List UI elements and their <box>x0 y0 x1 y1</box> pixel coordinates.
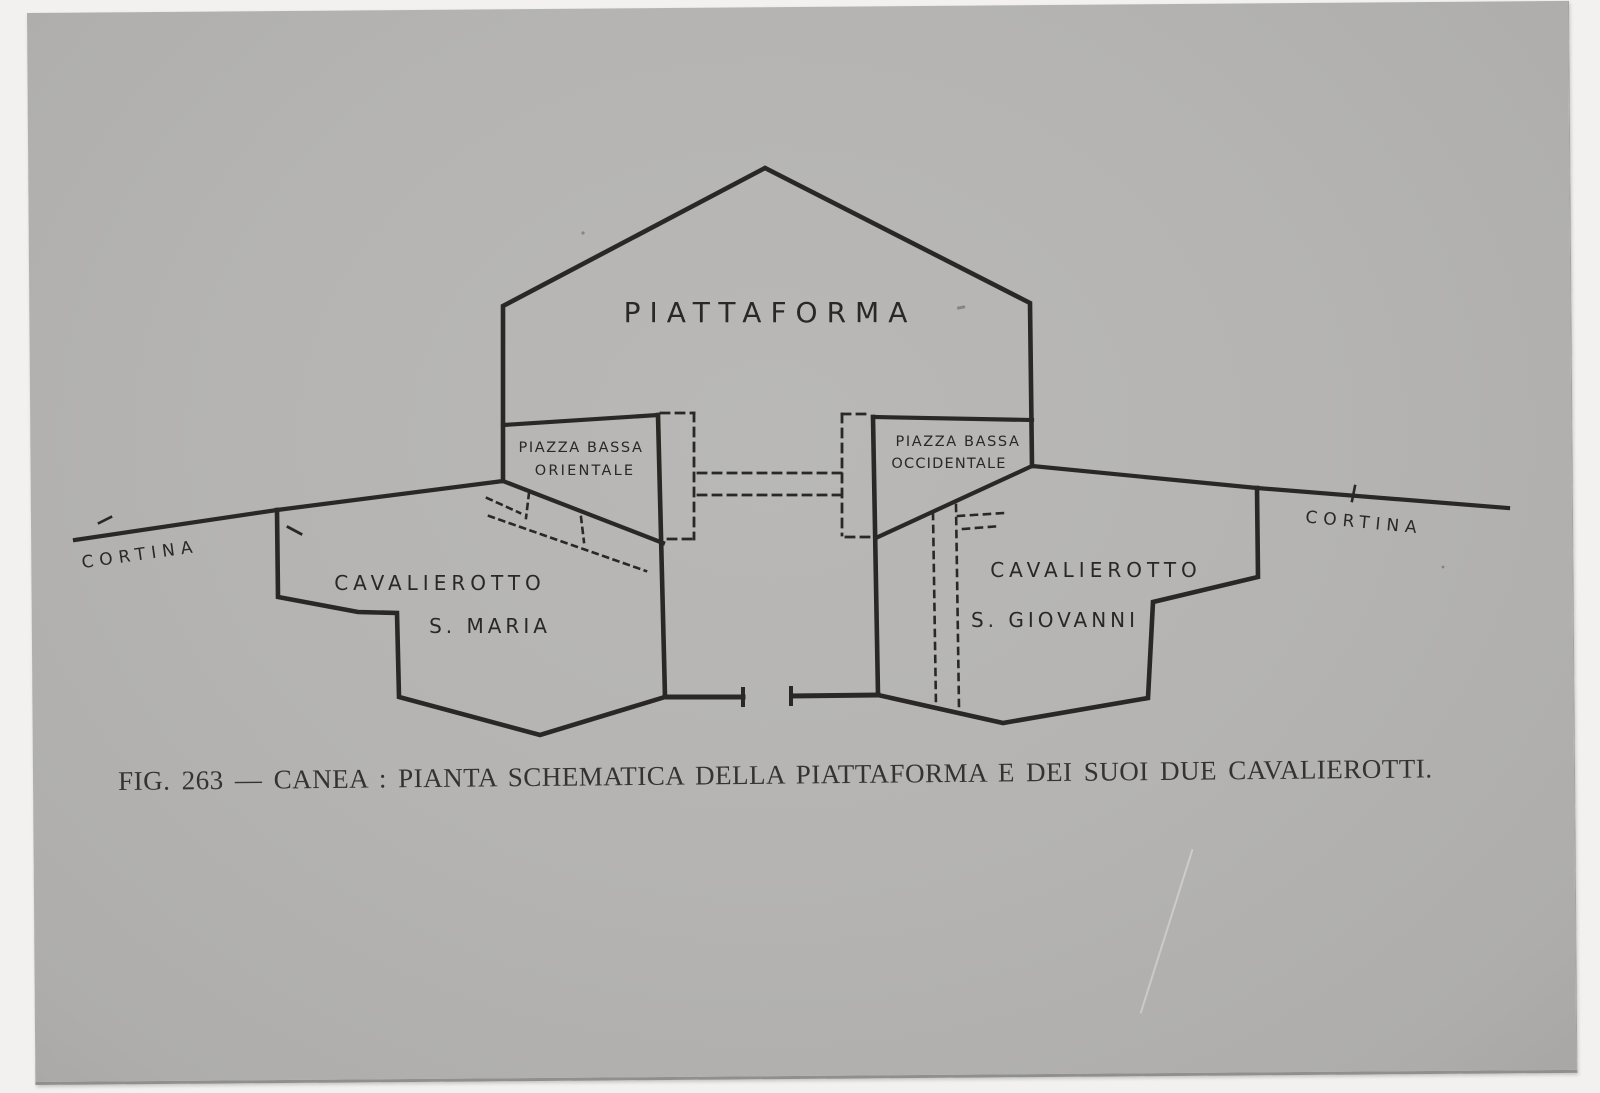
cavalierotto-smaria-label-line2: S. MARIA <box>429 614 551 638</box>
piazza-bassa-orientale-top-edge <box>503 415 658 425</box>
right-passage-dash-vertical1 <box>933 513 936 707</box>
left-traverse-dash-short <box>487 498 520 513</box>
cortina-left-label: CORTINA <box>80 536 200 574</box>
cortina-right-tick <box>1352 486 1355 501</box>
cavalierotto-smaria-label-line1: CAVALIEROTTO <box>334 571 546 595</box>
piattaforma-label: PIATTAFORMA <box>623 296 917 329</box>
piazza-bassa-orientale-label-line2: ORIENTALE <box>534 463 636 479</box>
photo-speck <box>957 305 965 310</box>
cavalierotto-sgiovanni-label-line1: CAVALIEROTTO <box>990 558 1202 582</box>
piazza-bassa-occidentale-top-edge <box>873 417 1032 420</box>
cortina-left-tick <box>99 517 111 523</box>
piazza-bassa-occidentale-label-line2: OCCIDENTALE <box>891 456 1007 472</box>
left-traverse-dash-connector2 <box>581 517 584 542</box>
right-gorge-wall <box>873 417 878 695</box>
cortina-right-line <box>1032 466 1508 508</box>
right-passage-dash-horizontal2 <box>963 526 1001 529</box>
right-passage-dash-horizontal1 <box>958 513 1004 516</box>
left-traverse-dash-long <box>489 516 646 571</box>
right-passage-dash-vertical2 <box>956 505 959 708</box>
left-traverse-dash-connector1 <box>526 493 529 518</box>
piazza-bassa-occidentale-bottom-edge <box>878 466 1032 537</box>
photo-speck <box>581 231 584 234</box>
cavalierotto-sgiovanni-label-line2: S. GIOVANNI <box>970 608 1140 632</box>
piazza-bassa-occidentale-label-line1: PIAZZA BASSA <box>895 434 1021 450</box>
left-gorge-wall <box>658 415 665 697</box>
figure-caption: FIG. 263 — CANEA : PIANTA SCHEMATICA DELLA PIATTAFORMA E DEI SUOI DUE CAVALIEROTTI. <box>118 753 1433 796</box>
gorge-floor-right <box>792 695 878 696</box>
piazza-bassa-orientale-label-line1: PIAZZA BASSA <box>518 440 644 456</box>
photo-speck <box>1442 566 1445 569</box>
cortina-right-label: CORTINA <box>1304 507 1424 539</box>
left-sortie-tick <box>288 527 301 534</box>
cortina-left-line <box>75 481 503 540</box>
